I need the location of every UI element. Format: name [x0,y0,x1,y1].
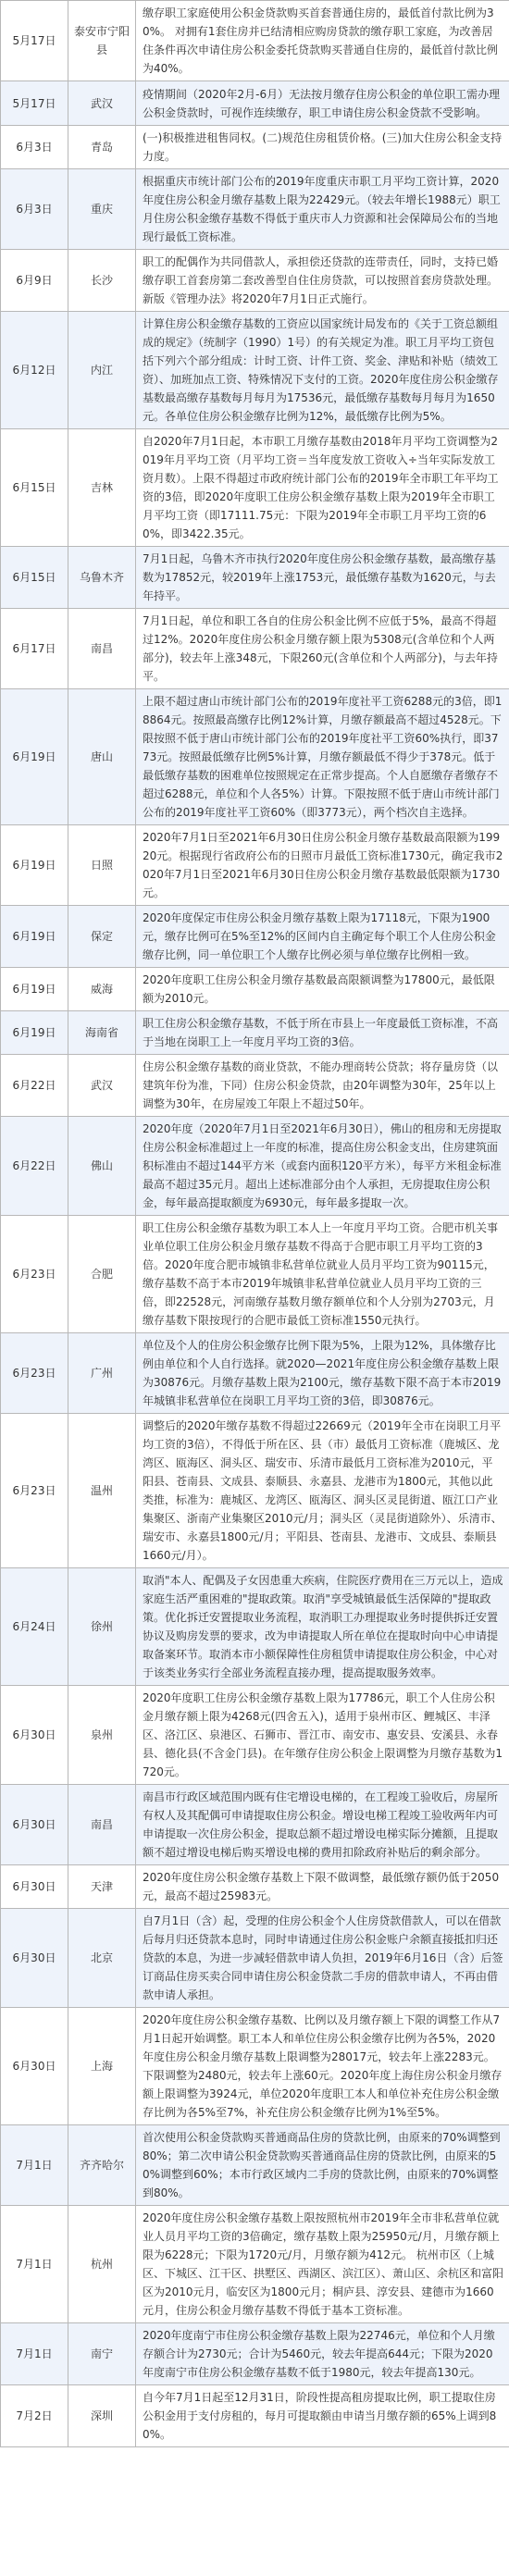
city-cell: 南宁 [68,2323,136,2385]
date-cell: 6月19日 [1,968,68,1011]
table-row [1,825,509,906]
date-cell: 7月1日 [1,2125,68,2206]
table-row [1,1117,509,1216]
date-cell: 6月30日 [1,1909,68,2008]
date-cell: 6月30日 [1,2008,68,2125]
table-row [1,2008,509,2125]
date-cell: 6月9日 [1,250,68,312]
table-row [1,2125,509,2206]
policy-content-cell: 南昌市行政区域范围内既有住宅增设电梯的，在工程竣工验收后，房屋所有权人及其配偶可申请提取住房公积金。增设电梯工程竣工验收两年内可申请提取一次住房公积金，提取总额不超过增设电梯实际分摊额，且提取额不超过增设电梯后购买增设电梯的费用扣除政府补贴后的剩余部分。 [136,1785,509,1865]
policy-content-cell: 住房公积金缴存基数的商业贷款，不能办理商转公贷款；将存量房贷（以建筑年份为准，下同）住房公积金贷款，由20年调整为30年，25年以上调整为30年，在房屋竣工年限上不超过50年。 [136,1055,509,1117]
policy-content-cell: (一)积极推进租售同权。(二)规范住房租赁价格。(三)加大住房公积金支持力度。 [136,126,509,169]
table-row [1,1414,509,1568]
table-row [1,1216,509,1333]
table-row [1,1011,509,1055]
table-row [1,547,509,609]
city-cell: 长沙 [68,250,136,312]
table-row [1,689,509,825]
city-cell: 北京 [68,1909,136,2008]
policy-content-cell: 首次使用公积金贷款购买普通商品住房的贷款比例，由原来的70%调整到80%；第二次申请公积金贷款购买普通商品住房的贷款比例，由原来的50%调整到60%；本市行政区域内二手房的贷款比例，由原来的70%调整到80%。 [136,2125,509,2206]
policy-content-cell: 2020年度（2020年7月1日至2021年6月30日），佛山的租房和无房提取住房公积金标准超过上一年度的标准，提高住房公积金支出，住房建筑面积标准由不超过144平方米（或套内面积120平方米），每平方米租金标准最高不超过35元月。超出上述标准部分由个人承担，无房提取住房公积金，每年最高提取额度为6930元，每年最多提取一次。 [136,1117,509,1216]
city-cell: 日照 [68,825,136,906]
city-cell: 佛山 [68,1117,136,1216]
policy-content-cell: 2020年度南宁市住房公积金缴存基数上限为22746元，单位和个人月缴存额合计为2730元；合计为5460元，较去年提高644元；下限为2020年度南宁市住房公积金缴存基数不低于1980元，较去年提高130元。 [136,2323,509,2385]
table-row [1,250,509,312]
date-cell: 6月23日 [1,1216,68,1333]
city-cell: 南昌 [68,609,136,689]
date-cell: 6月22日 [1,1117,68,1216]
table-row [1,81,509,126]
date-cell: 6月19日 [1,906,68,968]
city-cell: 泉州 [68,1686,136,1785]
policy-content-cell: 单位及个人的住房公积金缴存比例下限为5%，上限为12%，具体缴存比例由单位和个人自行选择。就2020—2021年度住房公积金缴存基数上限为30876元。月缴存基数上限为2100元，缴存基数下限不高于本市2019年城镇非私营单位在岗职工月平均工资的3倍，即30876元。 [136,1333,509,1414]
city-cell: 广州 [68,1333,136,1414]
table-row [1,2206,509,2323]
policy-content-cell: 职工住房公积金缴存基数为职工本人上一年度月平均工资。合肥市机关事业单位职工住房公积金月缴存基数不得高于合肥市职工月平均工资的3倍。2020年度合肥市城镇非私营单位就业人员月平均工资为90115元，缴存基数不高于本市2019年城镇非私营单位就业人员月平均工资的三倍，即22528元，河南缴存基数月缴存额单位和个人分别为2703元，月缴存基数下限按现行的合肥市最低工资标准1550元执行。 [136,1216,509,1333]
policy-table-body [1,1,509,2447]
table-row [1,1909,509,2008]
date-cell: 6月19日 [1,1011,68,1055]
table-row [1,1785,509,1865]
date-cell: 6月30日 [1,1686,68,1785]
date-cell: 6月19日 [1,825,68,906]
date-cell: 5月17日 [1,81,68,126]
table-row [1,609,509,689]
policy-content-cell: 计算住房公积金缴存基数的工资应以国家统计局发布的《关于工资总额组成的规定》（统制字（1990）1号）的有关规定为准。职工月平均工资包括下列六个部分组成：计时工资、计件工资、奖金、津贴和补贴（绩效工资）、加班加点工资、特殊情况下支付的工资。2020年度住房公积金缴存基数最高缴存基数每月每月为17536元，最低缴存基数每月每月为1650元。各单位住房公积金缴存比例为12%，最低缴存比例为5%。 [136,312,509,429]
date-cell: 6月30日 [1,1785,68,1865]
city-cell: 威海 [68,968,136,1011]
table-row [1,169,509,250]
city-cell: 泰安市宁阳县 [68,1,136,81]
date-cell: 6月15日 [1,429,68,547]
city-cell: 乌鲁木齐 [68,547,136,609]
table-row [1,1865,509,1909]
city-cell: 武汉 [68,81,136,126]
city-cell: 温州 [68,1414,136,1568]
policy-content-cell: 7月1日起，单位和职工各自的住房公积金比例不应低于5%，最高不得超过12%。2020年度住房公积金月缴存额上限为5308元(含单位和个人两部分)，较去年上涨348元，下限260元(含单位和个人两部分)，与去年持平。 [136,609,509,689]
policy-content-cell: 2020年度职工住房公积金月缴存基数最高限额调整为17800元，最低限额为2010元。 [136,968,509,1011]
date-cell: 7月2日 [1,2385,68,2447]
city-cell: 南昌 [68,1785,136,1865]
policy-content-cell: 职工的配偶作为共同借款人，承担偿还贷款的连带责任，同时，支持已婚缴存职工首套房第二套改善型自住住房贷款，可以按照首套房贷款处理。新版《管理办法》将2020年7月1日正式施行。 [136,250,509,312]
city-cell: 吉林 [68,429,136,547]
policy-content-cell: 2020年度住房公积金缴存基数、比例以及月缴存额上下限的调整工作从7月1日起开始调整。职工本人和单位住房公积金缴存比例为各5%，2020年度住房公积金月缴存基数上限调整为28017元，较去年上涨2283元。下限调整为2480元，较去年上涨60元。2020年度上海住房公积金月缴存额上限调整为3924元，单位2020年度职工本人和单位补充住房公积金缴存比例为各5%至7%，补充住房公积金缴存比例为1%至5%。 [136,2008,509,2125]
policy-content-cell: 2020年度住房公积金缴存基数上下限不做调整，最低缴存额仍低于2050元，最高不超过25983元。 [136,1865,509,1909]
table-row [1,906,509,968]
city-cell: 上海 [68,2008,136,2125]
table-row [1,1686,509,1785]
table-row [1,126,509,169]
city-cell: 杭州 [68,2206,136,2323]
date-cell: 7月1日 [1,2323,68,2385]
date-cell: 5月17日 [1,1,68,81]
city-cell: 重庆 [68,169,136,250]
city-cell: 海南省 [68,1011,136,1055]
table-row [1,1568,509,1686]
policy-content-cell: 调整后的2020年缴存基数不得超过22669元（2019年全市在岗职工月平均工资的3倍），不得低于所在区、县（市）最低月工资标准（鹿城区、龙湾区、瓯海区、洞头区、瑞安市、乐清市最低月工资标准为2010元，平阳县、苍南县、文成县、泰顺县、永嘉县、龙港市为1800元，其他以此类推，标准为：鹿城区、龙湾区、瓯海区、洞头区灵昆街道、瓯江口产业集聚区、浙南产业集聚区2010元/月；洞头区（灵昆街道除外）、乐清市、瑞安市、永嘉县1800元/月；平阳县、苍南县、龙港市、文成县、泰顺县1660元/月）。 [136,1414,509,1568]
policy-content-cell: 自7月1日（含）起，受理的住房公积金个人住房贷款借款人，可以在借款后每月归还贷款本息时，同时申请通过住房公积金账户余额直接抵扣归还贷款的本息，为进一步减轻借款申请人负担，2019年6月16日（含）后签订商品住房买卖合同申请住房公积金贷款二手房的借款申请人，不再由借款申请人承担。 [136,1909,509,2008]
table-row [1,1,509,81]
policy-content-cell: 上限不超过唐山市统计部门公布的2019年度社平工资6288元的3倍，即18864元。按照最高缴存比例12%计算，月缴存额最高不超过4528元。下限按照不低于唐山市统计部门公布的2019年度社平工资60%执行，即3773元。按照最低缴存比例5%计算，月缴存额最低不得少于378元。低于最低缴存基数的困难单位按照规定在正常步提高。个人自愿缴存者缴存不超过6288元，单位和个人各5%）计算。下限按照不低于唐山市统计部门公布的2019年度社平工资60%（即3773元），两个档次自主选择。 [136,689,509,825]
city-cell: 武汉 [68,1055,136,1117]
city-cell: 青岛 [68,126,136,169]
policy-content-cell: 根据重庆市统计部门公布的2019年度重庆市职工月平均工资计算，2020年度住房公积金月缴存基数上限为22429元。（较去年增长1988元）职工月住房公积金缴存基数不得低于重庆市人力资源和社会保障局公布的当地现行最低工资标准。 [136,169,509,250]
date-cell: 6月3日 [1,169,68,250]
policy-content-cell: 2020年度职工住房公积金缴存基数上限为17786元，职工个人住房公积金月缴存额上限为4268元(四舍五入)，适用于泉州市区、鲤城区、丰泽区、洛江区、泉港区、石狮市、晋江市、南安市、惠安县、安溪县、永春县、德化县(不含金门县)。在年缴存住房公积金上限调整为月缴存基数为1720元。 [136,1686,509,1785]
table-row [1,1333,509,1414]
date-cell: 6月3日 [1,126,68,169]
city-cell: 天津 [68,1865,136,1909]
table-row [1,429,509,547]
date-cell: 6月24日 [1,1568,68,1686]
policy-content-cell: 2020年7月1日至2021年6月30日住房公积金月缴存基数最高限额为19920元。根据现行省政府公布的日照市月最低工资标准1730元，确定我市2020年7月1日至2021年6月30日住房公积金月缴存基数最低限额为1730元。 [136,825,509,906]
date-cell: 6月22日 [1,1055,68,1117]
city-cell: 齐齐哈尔 [68,2125,136,2206]
city-cell: 内江 [68,312,136,429]
city-cell: 徐州 [68,1568,136,1686]
date-cell: 6月17日 [1,609,68,689]
policy-content-cell: 2020年度住房公积金缴存基数上限按照杭州市2019年全市非私营单位就业人员月平均工资的3倍确定，缴存基数上限为25950元/月，月缴存额上限为6228元；下限为1720元/月，月缴存额为412元。 杭州市区（上城区、下城区、江干区、拱墅区、西湖区、滨江区）、萧山区、余杭区和富阳区为2010元月，临安区为1800元月；桐庐县、淳安县、建德市为1660元月，住房公积金月缴存基数不得低于基本工资标准。 [136,2206,509,2323]
city-cell: 唐山 [68,689,136,825]
date-cell: 6月12日 [1,312,68,429]
policy-content-cell: 缴存职工家庭使用公积金贷款购买首套普通住房的，最低首付款比例为30%。 对拥有1套住房并已结清相应购房贷款的缴存职工家庭，为改善居住条件再次申请住房公积金委托贷款购买普通自住房的，最低首付款比例为40%。 [136,1,509,81]
date-cell: 6月30日 [1,1865,68,1909]
policy-content-cell: 2020年度保定市住房公积金月缴存基数上限为17118元，下限为1900元，缴存比例可在5%至12%的区间内自主确定每个职工个人住房公积金缴存比例，同一单位职工个人缴存比例必须与单位缴存比例相一致。 [136,906,509,968]
city-cell: 深圳 [68,2385,136,2447]
table-row [1,2385,509,2447]
table-row [1,312,509,429]
policy-content-cell: 疫情期间（2020年2月-6月）无法按月缴存住房公积金的单位职工需办理公积金贷款时，可视作连续缴存，职工申请住房公积金贷款不受影响。 [136,81,509,126]
city-cell: 合肥 [68,1216,136,1333]
date-cell: 6月23日 [1,1333,68,1414]
policy-content-cell: 职工住房公积金缴存基数，不低于所在市县上一年度最低工资标准，不高于当地在岗职工上一年度月平均工资的3倍。 [136,1011,509,1055]
date-cell: 6月15日 [1,547,68,609]
date-cell: 6月19日 [1,689,68,825]
policy-content-cell: 自2020年7月1日起，本市职工月缴存基数由2018年月平均工资调整为2019年月平均工资（月平均工资＝当年度发放工资收入÷当年实际发放工资月数）。上限不得超过市政府统计部门公布的2019年全市职工年平均工资的3倍，即2020年度职工住房公积金缴存基数上限为2019年全市职工月平均工资（即17111.75元：下限为2019年全市职工月平均工资的60%，即3422.35元。 [136,429,509,547]
date-cell: 6月23日 [1,1414,68,1568]
policy-content-cell: 取消"本人、配偶及子女因患重大疾病，住院医疗费用在三万元以上，造成家庭生活严重困难的"提取政策。取消"享受城镇最低生活保障的"提取政策。优化拆迁安置提取业务流程，取消职工办理提取业务时提供拆迁安置协议及购房发票的要求，改为申请提取人所在单位在提取时向中心申请提取备案环节。取消本市小额保障性住房租赁申请提取住房公积金，中心对于该类业务实行全部业务流程直接办理，提高提取服务效率。 [136,1568,509,1686]
table-row [1,1055,509,1117]
table-row [1,968,509,1011]
city-cell: 保定 [68,906,136,968]
table-row [1,2323,509,2385]
policy-content-cell: 自今年7月1日起至12月31日，阶段性提高租房提取比例，职工提取住房公积金用于支付房租的，每月可提取额由申请当月缴存额的65%上调到80%。 [136,2385,509,2447]
policy-content-cell: 7月1日起，乌鲁木齐市执行2020年度住房公积金缴存基数，最高缴存基数为17852元，较2019年上涨1753元，最低缴存基数为1620元，与去年持平。 [136,547,509,609]
date-cell: 7月1日 [1,2206,68,2323]
